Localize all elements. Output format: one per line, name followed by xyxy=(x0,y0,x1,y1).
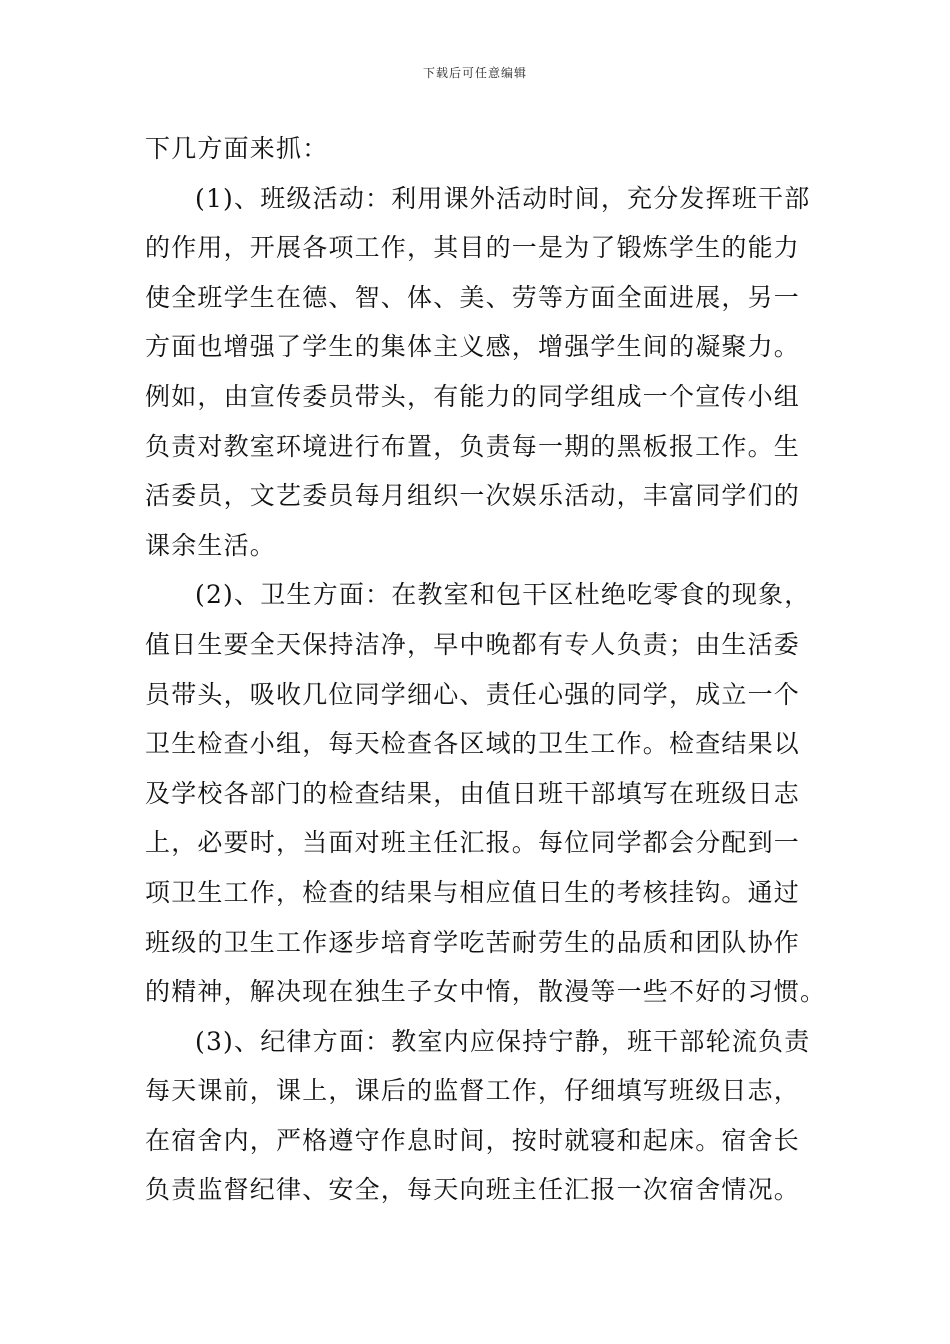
paragraph-start-line: (2)、卫生方面：在教室和包干区杜绝吃零食的现象， xyxy=(195,580,811,610)
paragraph-start-line: (3)、纪律方面：教室内应保持宁静，班干部轮流负责 xyxy=(195,1026,811,1056)
text-line: 的作用，开展各项工作，其目的一是为了锻炼学生的能力 xyxy=(145,233,801,263)
text-line: 负责监督纪律、安全，每天向班主任汇报一次宿舍情况。 xyxy=(145,1175,801,1205)
text-line: 下几方面来抓： xyxy=(145,134,329,163)
text-line: 例如，由宣传委员带头，有能力的同学组成一个宣传小组 xyxy=(145,381,801,411)
text-line: 活委员，文艺委员每月组织一次娱乐活动，丰富同学们的 xyxy=(145,481,801,511)
text-line: 项卫生工作，检查的结果与相应值日生的考核挂钩。通过 xyxy=(145,877,801,907)
text-line: 课余生活。 xyxy=(145,530,277,560)
text-line: 班级的卫生工作逐步培育学吃苦耐劳生的品质和团队协作 xyxy=(145,927,801,957)
page-header: 下载后可任意编辑 xyxy=(422,66,527,80)
text-line: 负责对教室环境进行布置，负责每一期的黑板报工作。生 xyxy=(145,431,801,461)
text-line: 员带头，吸收几位同学细心、责任心强的同学，成立一个 xyxy=(145,679,801,709)
text-line: 在宿舍内，严格遵守作息时间，按时就寝和起床。宿舍长 xyxy=(145,1125,801,1155)
text-line: 及学校各部门的检查结果，由值日班干部填写在班级日志 xyxy=(145,778,801,808)
text-line: 的精神，解决现在独生子女中惰，散漫等一些不好的习惯。 xyxy=(145,977,827,1007)
text-line: 上，必要时，当面对班主任汇报。每位同学都会分配到一 xyxy=(145,828,801,858)
text-line: 值日生要全天保持洁净，早中晚都有专人负责；由生活委 xyxy=(145,629,801,659)
document-body xyxy=(145,124,827,1215)
text-line: 卫生检查小组，每天检查各区域的卫生工作。检查结果以 xyxy=(145,729,801,759)
text-line: 使全班学生在德、智、体、美、劳等方面全面进展，另一 xyxy=(145,282,801,312)
paragraph-start-line: (1)、班级活动：利用课外活动时间，充分发挥班干部 xyxy=(195,183,811,213)
text-line: 每天课前，课上，课后的监督工作，仔细填写班级日志， xyxy=(145,1076,801,1106)
text-line: 方面也增强了学生的集体主义感，增强学生间的凝聚力。 xyxy=(145,332,801,362)
